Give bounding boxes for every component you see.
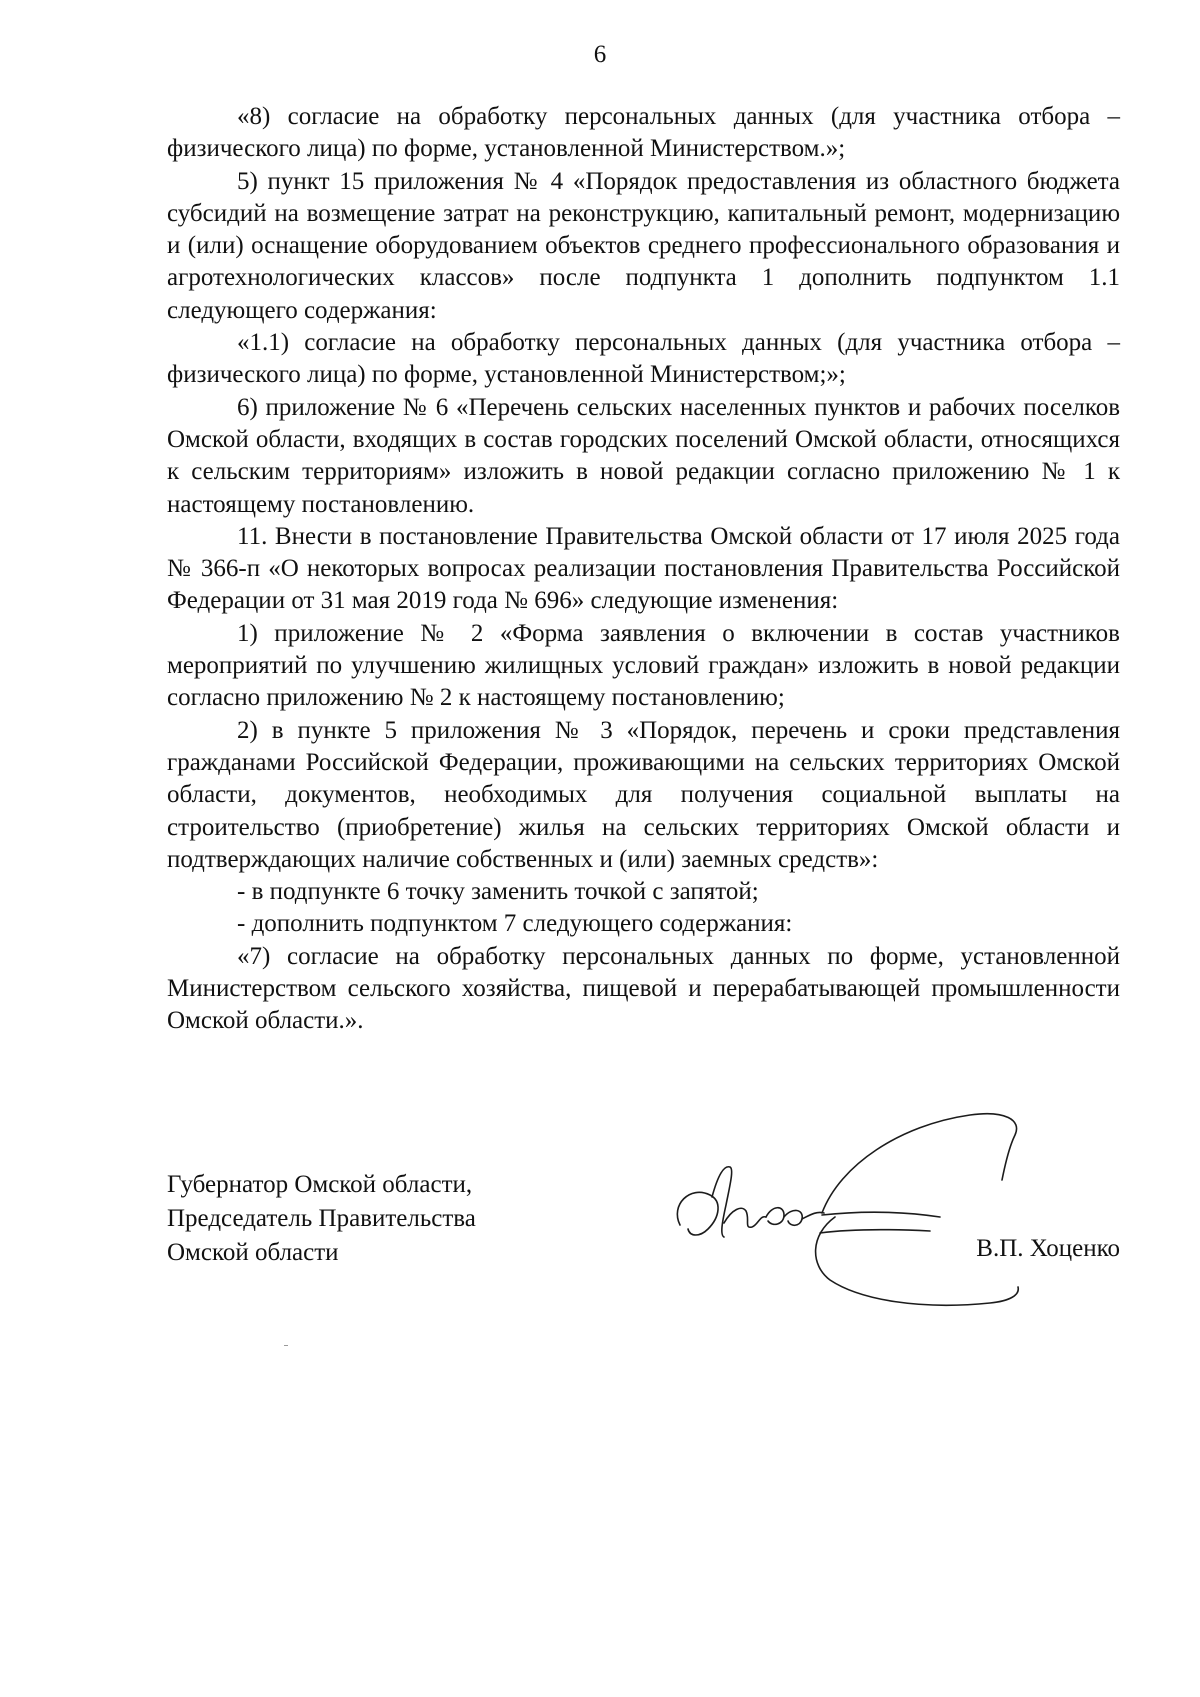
paragraph: 6) приложение № 6 «Перечень сельских населенных пунктов и рабочих поселков Омской области, входящих в состав городских поселений Омской области, относящихся к сельским территориям» изложить в новой редакции согласно приложению № 1 к настоящему постановлению.: [167, 393, 1120, 518]
paragraph: 2) в пункте 5 приложения № 3 «Порядок, перечень и сроки представления гражданами Российской Федерации, проживающими на сельских территориях Омской области, документов, необходимых для получения социальной выплаты на строительство (приобретение) жилья на сельских территориях Омской области и подтверждающих наличие собственных и (или) заемных средств»:: [167, 716, 1120, 873]
signer-name: В.П. Хоценко: [976, 1235, 1120, 1262]
signatory-title: [167, 1168, 476, 1270]
paragraph: - в подпункте 6 точку заменить точкой с запятой;: [237, 878, 759, 906]
paragraph: 1) приложение № 2 «Форма заявления о включении в состав участников мероприятий по улучшению жилищных условий граждан» изложить в новой редакции согласно приложению № 2 к настоящему постановлению;: [167, 619, 1120, 712]
page-number: 6: [593, 41, 607, 68]
paragraph: «1.1) согласие на обработку персональных данных (для участника отбора – физического лица) по форме, установленной Министерством;»;: [167, 329, 1120, 389]
document-body: [167, 101, 1120, 1038]
handwritten-signature: [660, 1105, 1080, 1335]
paragraph: 5) пункт 15 приложения № 4 «Порядок предоставления из областного бюджета субсидий на возмещение затрат на реконструкцию, капитальный ремонт, модернизацию и (или) оснащение оборудованием объектов среднего профессионального образования и агротехнологических классов» после подпункта 1 дополнить подпунктом 1.1 следующего содержания:: [167, 167, 1120, 324]
signatory-title-line: Омской области: [167, 1239, 339, 1266]
paragraph: - дополнить подпунктом 7 следующего содержания:: [237, 910, 793, 938]
signatory-title-line: Губернатор Омской области,: [167, 1171, 473, 1198]
paragraph: «7) согласие на обработку персональных данных по форме, установленной Министерством сельского хозяйства, пищевой и перерабатывающей промышленности Омской области.».: [167, 942, 1120, 1035]
signatory-title-line: Председатель Правительства: [167, 1205, 476, 1232]
paragraph: «8) согласие на обработку персональных данных (для участника отбора – физического лица) по форме, установленной Министерством.»;: [167, 103, 1120, 163]
scan-speck: [284, 1345, 288, 1346]
paragraph: 11. Внести в постановление Правительства Омской области от 17 июля 2025 года № 366-п «О некоторых вопросах реализации постановления Правительства Российской Федерации от 31 мая 2019 года № 696» следующие изменения:: [167, 522, 1120, 615]
